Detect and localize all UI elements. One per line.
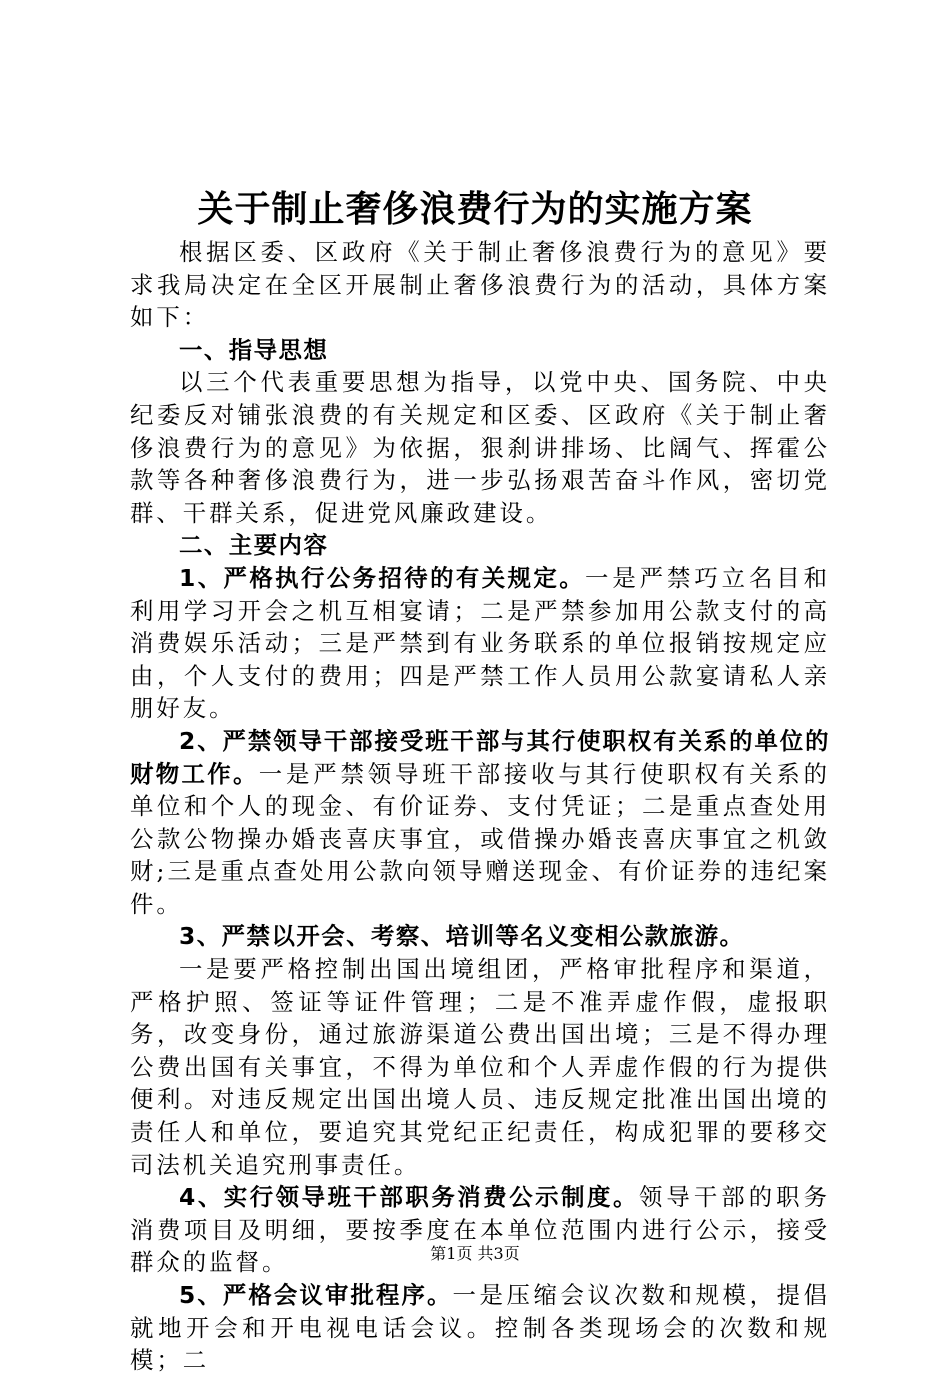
item2-heading: 2、严禁领导干部接受班干部与其行使职权有关系的单位的财物工作。 [130,726,830,788]
item1-text: 一是严禁巧立名目和利用学习开会之机互相宴请；二是严禁参加用公款支付的高消费娱乐活动；三是严禁到有业务联系的单位报销按规定应由，个人支付的费用；四是严禁工作人员用公款宴请私人亲朋好友。 [130,563,830,723]
section2-heading: 二、主要内容 [179,531,329,560]
item4-heading: 4、实行领导班干部职务消费公示制度。 [179,1183,639,1212]
item4-text: 领导干部的职务消费项目及明细，要按季度在本单位范围内进行公示，接受群众的监督。 [130,1183,831,1277]
item5-text: 一是压缩会议次数和规模，提倡就地开会和开电视电话会议。控制各类现场会的次数和规模；二 [130,1281,830,1375]
item3-paragraph: 一是要严格控制出国出境组团，严格审批程序和渠道，严格护照、签证等证件管理；二是不准弄虚作假，虚报职务，改变身份，通过旅游渠道公费出国出境；三是不得办理公费出国有关事宜，不得为单位和个人弄虚作假的行为提供便利。对违反规定出国出境人员、违反规定批准出国出境的责任人和单位，要追究其党纪正纪责任，构成犯罪的要移交司法机关追究刑事责任。 [130,955,830,1179]
intro-paragraph: 根据区委、区政府《关于制止奢侈浪费行为的意见》要求我局决定在全区开展制止奢侈浪费行为的活动，具体方案如下： [130,238,830,332]
document-title: 关于制止奢侈浪费行为的实施方案 [197,189,753,230]
section1-paragraph: 以三个代表重要思想为指导，以党中央、国务院、中央纪委反对铺张浪费的有关规定和区委、区政府《关于制止奢侈浪费行为的意见》为依据，狠刹讲排场、比阔气、挥霍公款等各种奢侈浪费行为，进一步弘扬艰苦奋斗作风，密切党群、干群关系，促进党风廉政建设。 [130,368,830,527]
item5-paragraph [130,1279,830,1377]
page-footer: 第1页 共3页 [430,1244,520,1263]
item2-paragraph [130,725,830,921]
item1-paragraph [130,562,830,725]
item3-heading: 3、严禁以开会、考察、培训等名义变相公款旅游。 [179,922,745,951]
item1-heading: 1、严格执行公务招待的有关规定。 [179,563,586,592]
item2-text: 一是严禁领导班干部接收与其行使职权有关系的单位和个人的现金、有价证券、支付凭证；二是重点查处用公款公物操办婚丧喜庆事宜，或借操办婚丧喜庆事宜之机敛财;三是重点查处用公款向领导赠送现金、有价证券的违纪案件。 [130,759,831,918]
item3-heading-paragraph [130,920,830,953]
item5-heading: 5、严格会议审批程序。 [179,1281,453,1309]
section1-heading: 一、指导思想 [179,335,329,364]
document-body [130,236,830,1377]
section-heading-main-content [130,529,830,562]
section-heading-guiding-thought [130,334,830,367]
